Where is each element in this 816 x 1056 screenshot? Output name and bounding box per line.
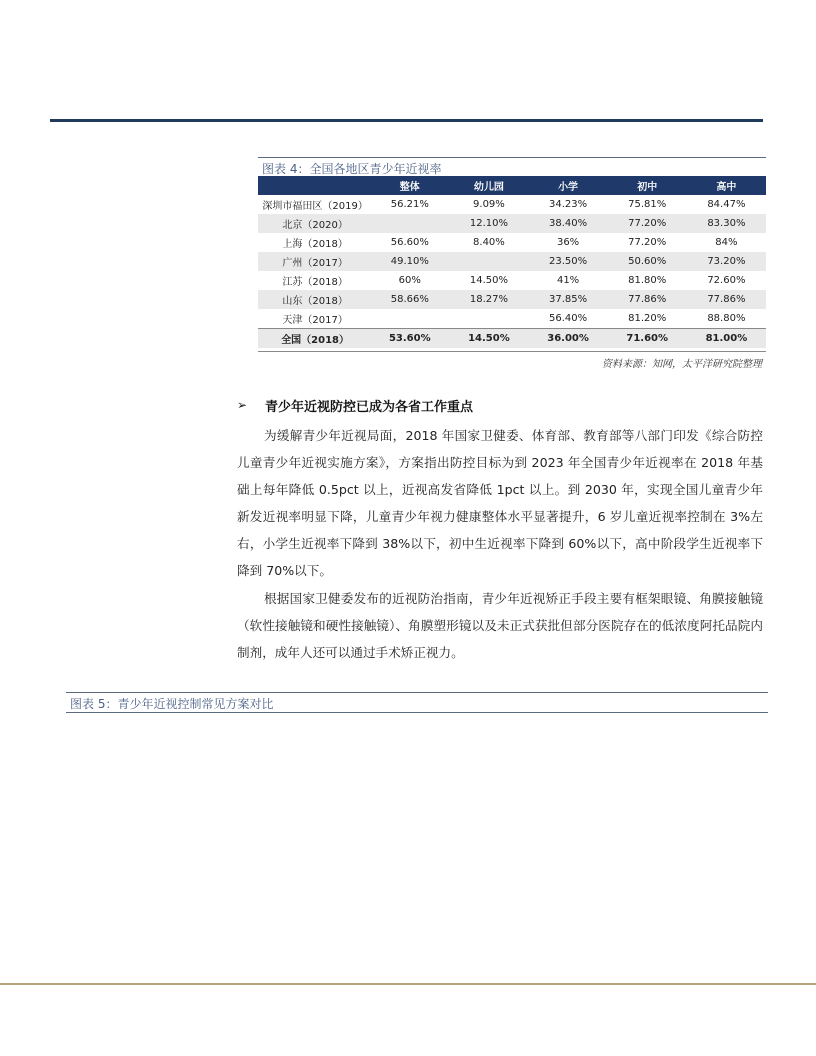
column-header: 初中: [608, 176, 687, 195]
table-cell: 广州（2017）: [258, 252, 370, 271]
header-rule: [50, 119, 763, 122]
table-cell: 深圳市福田区（2019）: [262, 201, 368, 212]
table-cell: [449, 309, 528, 329]
table-cell: 14.50%: [469, 275, 508, 286]
table-cell: 天津（2017）: [282, 315, 348, 326]
table-cell: 88.80%: [707, 313, 746, 324]
table-cell: 72.60%: [707, 275, 746, 286]
column-header: 小学: [529, 176, 608, 195]
table-row: [258, 252, 766, 271]
table-cell: 北京（2020）: [258, 214, 370, 233]
table-cell: 56.40%: [549, 313, 588, 324]
table-cell: 9.09%: [473, 199, 505, 210]
table-cell: 81.00%: [687, 329, 766, 349]
table-cell: 73.20%: [687, 252, 766, 271]
table-cell: [370, 309, 449, 329]
table-row: [258, 214, 766, 233]
table-row: [258, 233, 766, 252]
arrow-right-icon: ➢: [237, 398, 248, 412]
table-cell: 56.60%: [390, 237, 429, 248]
table-cell: 75.81%: [628, 199, 667, 210]
figure-4-source: 资料来源：知网，太平洋研究院整理: [258, 351, 766, 370]
table-cell: 81.20%: [628, 313, 667, 324]
table-cell: 12.10%: [449, 214, 528, 233]
table-cell: 60%: [398, 275, 421, 286]
section-body: [237, 422, 763, 666]
table-cell: 77.86%: [687, 290, 766, 309]
table-cell: 37.85%: [529, 290, 608, 309]
paragraph: 根据国家卫健委发布的近视防治指南，青少年近视矫正手段主要有框架眼镜、角膜接触镜（软性接触镜和硬性接触镜）、角膜塑形镜以及未正式获批但部分医院存在的低浓度阿托品院内制剂，成年人还可以通过手术矫正视力。: [237, 591, 763, 660]
figure-4-title: 图表 4：全国各地区青少年近视率: [262, 162, 442, 176]
column-header: [258, 176, 370, 195]
table-cell: 56.21%: [390, 199, 429, 210]
table-cell: 14.50%: [449, 329, 528, 349]
column-header: 高中: [687, 176, 766, 195]
table-cell: 36%: [556, 237, 580, 248]
table-cell: 山东（2018）: [258, 290, 370, 309]
figure-5-title-bar: [66, 692, 768, 713]
table-row: [258, 271, 766, 290]
table-cell: 77.20%: [628, 237, 667, 248]
table-cell: 全国（2018）: [258, 329, 370, 349]
table-cell: 上海（2018）: [282, 239, 348, 250]
paragraph: 为缓解青少年近视局面，2018 年国家卫健委、体育部、教育部等八部门印发《综合防控儿童青少年近视实施方案》，方案指出防控目标为到 2023 年全国青少年近视率在 2018 年基础上每年降低 0.5pct 以上，近视高发省降低 1pct 以上。到 2030 年，实现全国儿童青少年新发近视率明显下降，儿童青少年视力健康整体水平显著提升，6 岁儿童近视率控制在 3%左右，小学生近视率下降到 38%以下，初中生近视率下降到 60%以下，高中阶段学生近视率下降到 70%以下。: [237, 428, 763, 578]
table-cell: 36.00%: [529, 329, 608, 349]
table-cell: 50.60%: [608, 252, 687, 271]
table-cell: 18.27%: [449, 290, 528, 309]
figure-4: [258, 157, 766, 370]
table-cell: 23.50%: [529, 252, 608, 271]
table-row: [258, 195, 766, 214]
section-heading-text: 青少年近视防控已成为各省工作重点: [265, 399, 474, 415]
table-cell: [449, 252, 528, 271]
table-cell: 84%: [715, 237, 738, 248]
table-cell: 49.10%: [370, 252, 449, 271]
table-cell: [370, 214, 449, 233]
table-cell: 77.20%: [608, 214, 687, 233]
table-cell: 81.80%: [628, 275, 667, 286]
myopia-rate-table: [258, 176, 766, 348]
table-total-row: [258, 329, 766, 349]
table-cell: 53.60%: [370, 329, 449, 349]
table-cell: 38.40%: [529, 214, 608, 233]
section-heading: [237, 395, 763, 415]
table-cell: 41%: [556, 275, 580, 286]
table-cell: 8.40%: [473, 237, 505, 248]
table-header-row: [258, 176, 766, 195]
figure-4-title-bar: [258, 157, 766, 176]
table-cell: 34.23%: [549, 199, 588, 210]
table-cell: 84.47%: [707, 199, 746, 210]
column-header: 整体: [370, 176, 449, 195]
table-row: [258, 290, 766, 309]
table-row: [258, 309, 766, 329]
table-cell: 江苏（2018）: [282, 277, 348, 288]
table-cell: 58.66%: [370, 290, 449, 309]
column-header: 幼儿园: [449, 176, 528, 195]
table-cell: 77.86%: [608, 290, 687, 309]
table-cell: 71.60%: [608, 329, 687, 349]
table-cell: 83.30%: [687, 214, 766, 233]
figure-5-title: 图表 5：青少年近视控制常见方案对比: [70, 697, 274, 711]
footer-rule: [0, 983, 816, 985]
policy-section: [237, 395, 763, 666]
